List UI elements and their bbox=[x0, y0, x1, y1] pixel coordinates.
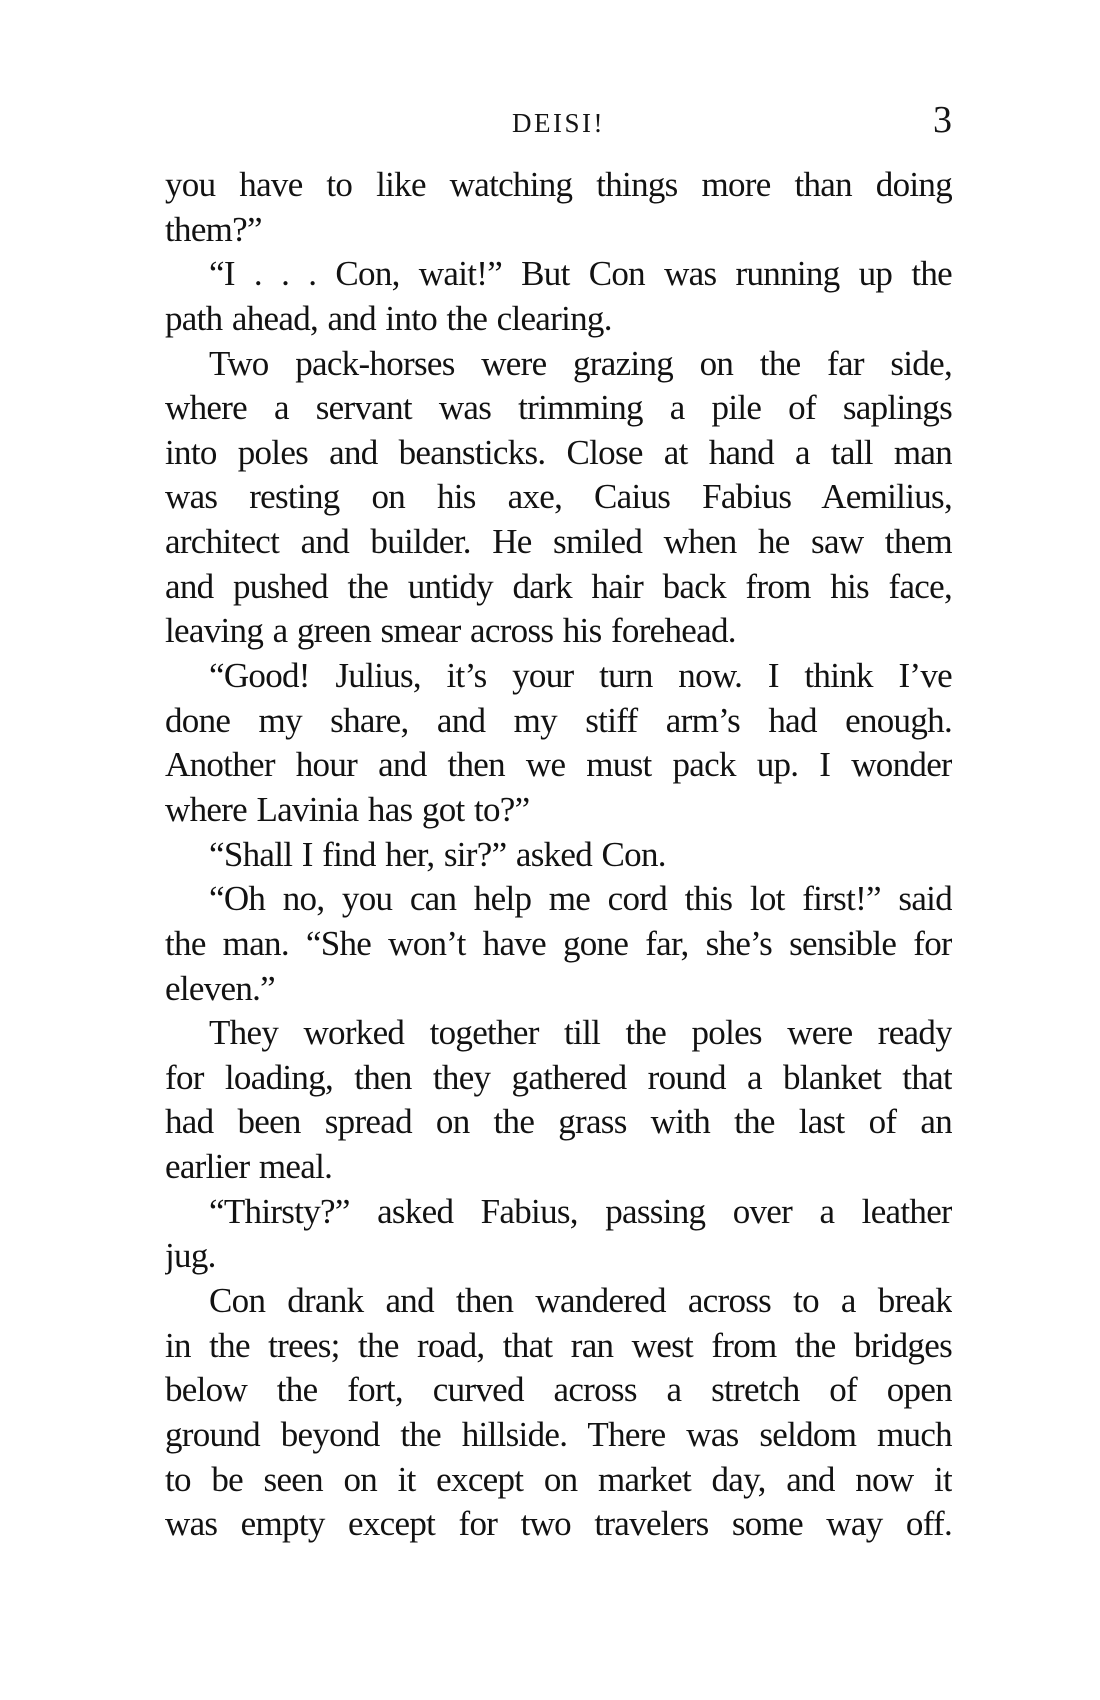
text-line: Two pack-horses were grazing on the far side, bbox=[209, 343, 952, 383]
text-line: where a servant was trimming a pile of saplings bbox=[165, 388, 952, 428]
page-number: 3 bbox=[933, 99, 952, 141]
text-line: leaving a green smear across his forehead. bbox=[165, 611, 736, 651]
text-line: “Thirsty?” asked Fabius, passing over a leather bbox=[209, 1191, 952, 1231]
text-line: was resting on his axe, Caius Fabius Aemilius, bbox=[165, 477, 952, 517]
text-line: in the trees; the road, that ran west from the bridges bbox=[165, 1325, 952, 1365]
text-line: Con drank and then wandered across to a break bbox=[209, 1281, 952, 1321]
running-title: DEISI! bbox=[512, 108, 605, 138]
text-line: jug. bbox=[165, 1236, 216, 1276]
text-line: path ahead, and into the clearing. bbox=[165, 298, 612, 338]
text-line: “Shall I find her, sir?” asked Con. bbox=[209, 834, 666, 874]
text-line: you have to like watching things more than doing bbox=[165, 165, 952, 204]
text-line: and pushed the untidy dark hair back from his face, bbox=[165, 566, 952, 606]
text-line: ground beyond the hillside. There was seldom much bbox=[165, 1414, 952, 1454]
text-line: to be seen on it except on market day, and now it bbox=[165, 1459, 952, 1499]
page-body bbox=[165, 163, 952, 1547]
text-line: them?” bbox=[165, 209, 262, 249]
text-line: the man. “She won’t have gone far, she’s sensible for bbox=[165, 923, 952, 963]
text-line: Another hour and then we must pack up. I wonder bbox=[165, 745, 952, 785]
text-line: into poles and beansticks. Close at hand a tall man bbox=[165, 432, 952, 472]
text-line: done my share, and my stiff arm’s had enough. bbox=[165, 700, 952, 740]
text-line: architect and builder. He smiled when he saw them bbox=[165, 522, 952, 562]
text-line: “Oh no, you can help me cord this lot first!” said bbox=[209, 879, 952, 919]
text-line: where Lavinia has got to?” bbox=[165, 789, 530, 829]
text-line: for loading, then they gathered round a blanket that bbox=[165, 1057, 952, 1097]
text-line: earlier meal. bbox=[165, 1147, 333, 1187]
text-line: eleven.” bbox=[165, 968, 276, 1008]
text-line: below the fort, curved across a stretch of open bbox=[165, 1370, 952, 1410]
text-line: “I . . . Con, wait!” But Con was running up the bbox=[209, 254, 952, 294]
text-line: had been spread on the grass with the last of an bbox=[165, 1102, 952, 1142]
text-line: They worked together till the poles were ready bbox=[209, 1013, 952, 1053]
text-line: was empty except for two travelers some way off. bbox=[165, 1504, 952, 1544]
text-line: “Good! Julius, it’s your turn now. I think I’ve bbox=[209, 656, 952, 696]
page-header bbox=[165, 100, 952, 144]
